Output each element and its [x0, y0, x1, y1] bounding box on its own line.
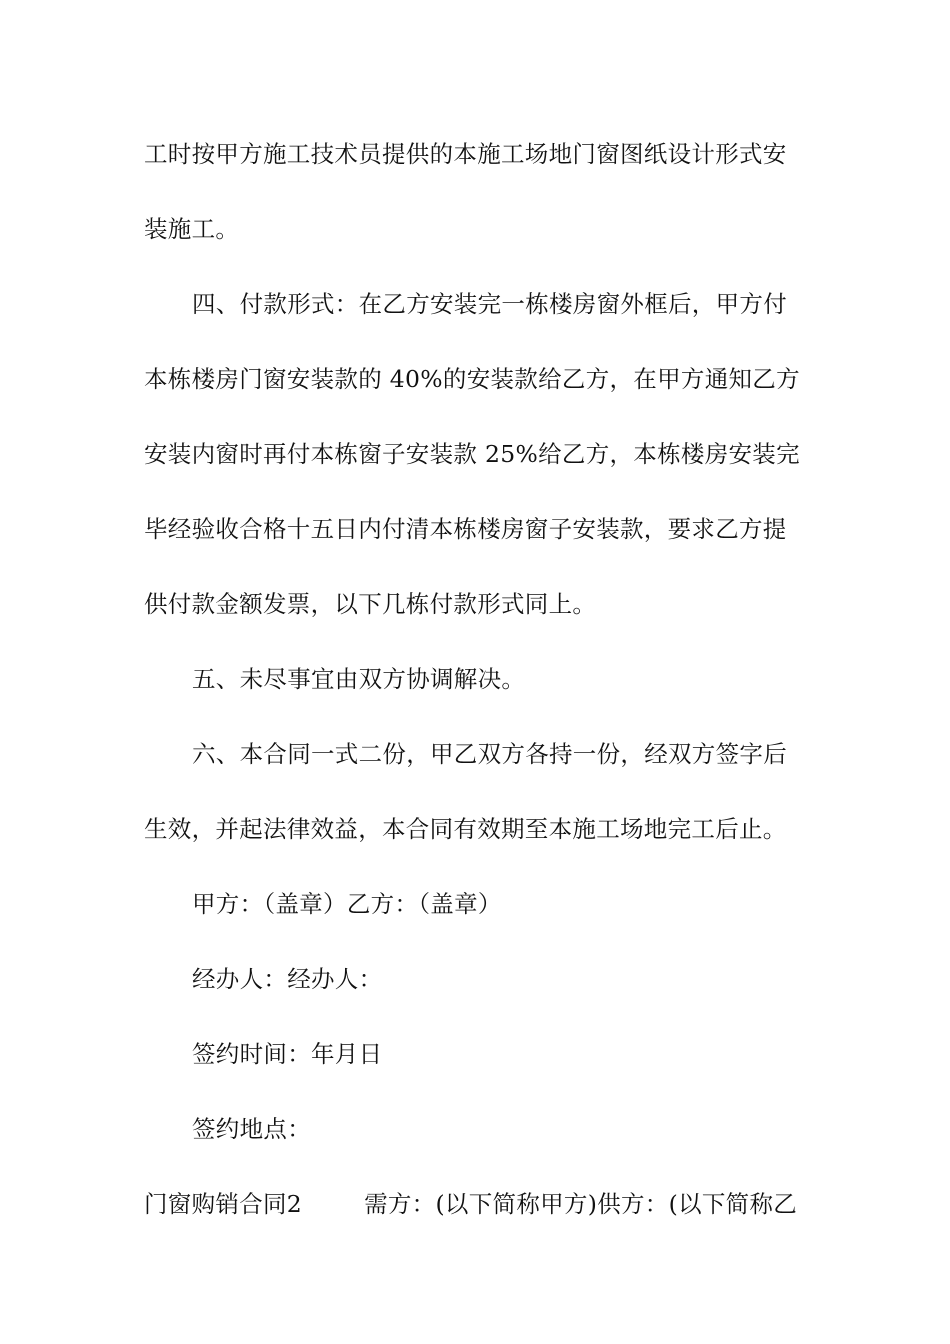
paragraph-line: 毕经验收合格十五日内付清本栋楼房窗子安装款，要求乙方提: [144, 515, 787, 543]
clause-six-line: 六、本合同一式二份，甲乙双方各持一份，经双方签字后: [192, 740, 787, 768]
paragraph-line: 本栋楼房门窗安装款的 40%的安装款给乙方，在甲方通知乙方: [144, 365, 800, 393]
handler-line: 经办人：经办人：: [192, 965, 383, 993]
payment-terms-line: 四、付款形式：在乙方安装完一栋楼房窗外框后，甲方付: [192, 290, 787, 318]
signing-date-line: 签约时间：年月日: [192, 1040, 383, 1068]
paragraph-line: 工时按甲方施工技术员提供的本施工场地门窗图纸设计形式安: [144, 140, 787, 168]
paragraph-line: 装施工。: [144, 215, 240, 243]
paragraph-line: 供付款金额发票，以下几栋付款形式同上。: [144, 590, 597, 618]
signing-place-line: 签约地点：: [192, 1115, 311, 1143]
next-contract-parties: 需方：(以下简称甲方)供方：(以下简称乙: [364, 1190, 798, 1218]
next-contract-title: 门窗购销合同2: [144, 1190, 303, 1218]
paragraph-line: 安装内窗时再付本栋窗子安装款 25%给乙方，本栋楼房安装完: [144, 440, 800, 468]
clause-five-line: 五、未尽事宜由双方协调解决。: [192, 665, 526, 693]
paragraph-line: 生效，并起法律效益，本合同有效期至本施工场地完工后止。: [144, 815, 787, 843]
contract-text: [144, 127, 814, 1252]
next-contract-line: [144, 1177, 814, 1252]
spacer: [302, 1177, 364, 1252]
party-seal-line: 甲方：（盖章）乙方：（盖章）: [192, 890, 502, 918]
